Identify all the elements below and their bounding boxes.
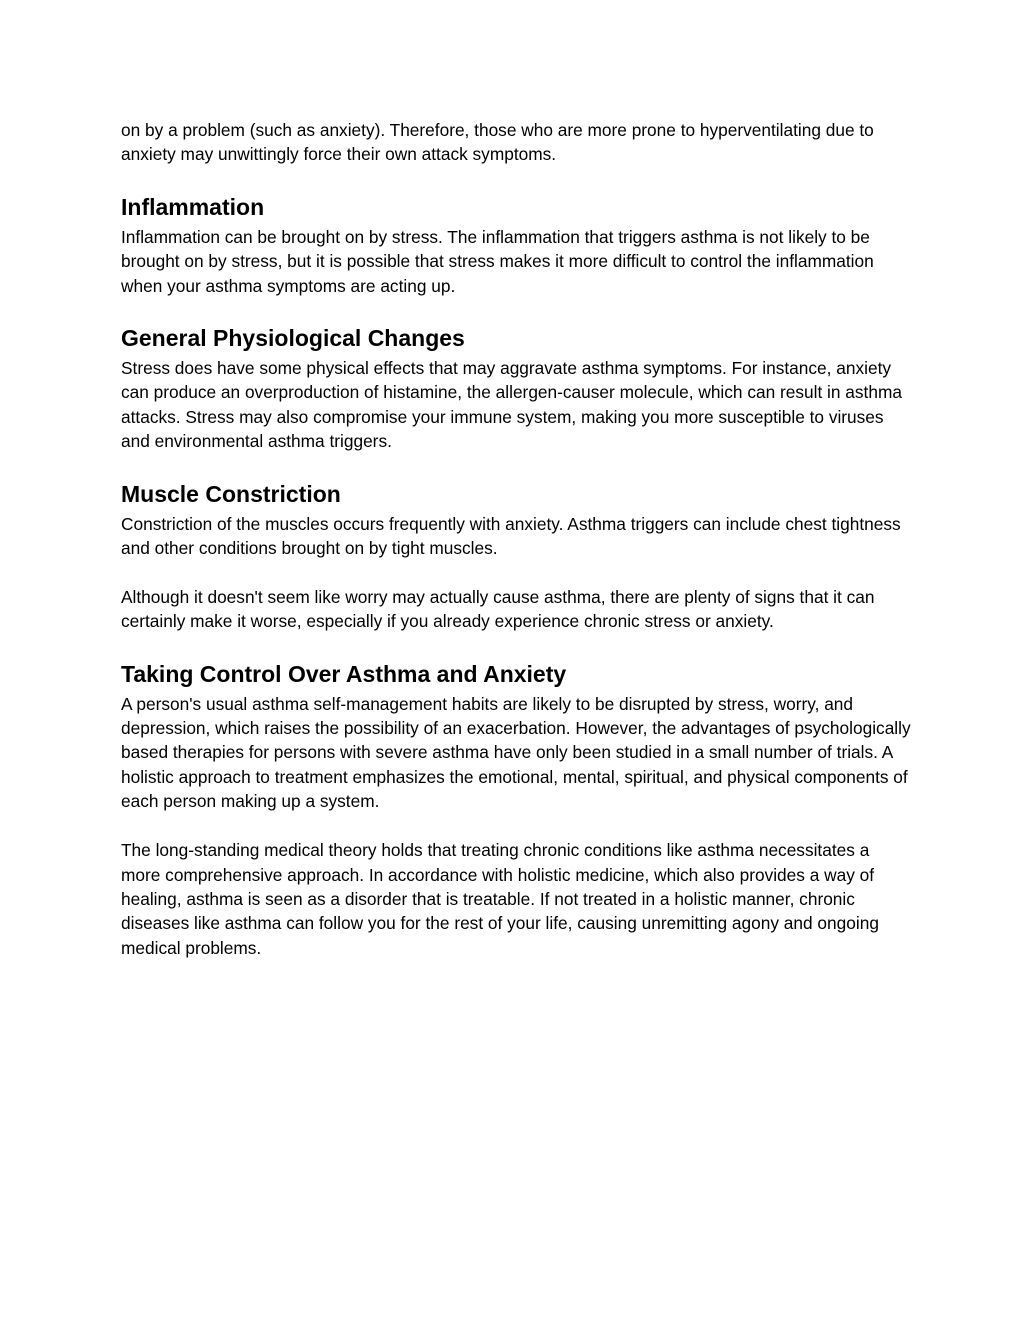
heading-inflammation: Inflammation [121, 193, 265, 220]
paragraph-self-management: A person's usual asthma self-management habits are likely to be disrupted by stress, worry, and depression, which raises the possibility of an exacerbation. However, the advantages of psychologically based therapies for persons with severe asthma have only been studied in a small number of trials. A holistic approach to treatment emphasizes the emotional, mental, spiritual, and physical components of each person making up a system. [121, 693, 911, 812]
paragraph-muscle-constriction: Constriction of the muscles occurs frequently with anxiety. Asthma triggers can include chest tightness and other conditions brought on by tight muscles. [121, 513, 901, 559]
intro-paragraph: on by a problem (such as anxiety). Therefore, those who are more prone to hyperventilating due to anxiety may unwittingly force their own attack symptoms. [121, 120, 874, 165]
paragraph-holistic-approach: The long-standing medical theory holds that treating chronic conditions like asthma necessitates a more comprehensive approach. In accordance with holistic medicine, which also provides a way of healing, asthma is seen as a disorder that is treatable. If not treated in a holistic manner, chronic diseases like asthma can follow you for the rest of your life, causing unremitting agony and ongoing medical problems. [121, 840, 879, 958]
document-page [121, 118, 911, 960]
heading-general-physiological-changes: General Physiological Changes [121, 325, 465, 352]
heading-taking-control: Taking Control Over Asthma and Anxiety [121, 660, 567, 687]
paragraph-inflammation: Inflammation can be brought on by stress. The inflammation that triggers asthma is not likely to be brought on by stress, but it is possible that stress makes it more difficult to control the inflammation when your asthma symptoms are acting up. [121, 226, 874, 296]
heading-muscle-constriction: Muscle Constriction [121, 480, 341, 507]
paragraph-physiological-changes: Stress does have some physical effects that may aggravate asthma symptoms. For instance, anxiety can produce an overproduction of histamine, the allergen-causer molecule, which can result in asthma attacks. Stress may also compromise your immune system, making you more susceptible to viruses and environmental asthma triggers. [121, 358, 902, 452]
paragraph-worry-worse: Although it doesn't seem like worry may actually cause asthma, there are plenty of signs that it can certainly make it worse, especially if you already experience chronic stress or anxiety. [121, 586, 875, 632]
